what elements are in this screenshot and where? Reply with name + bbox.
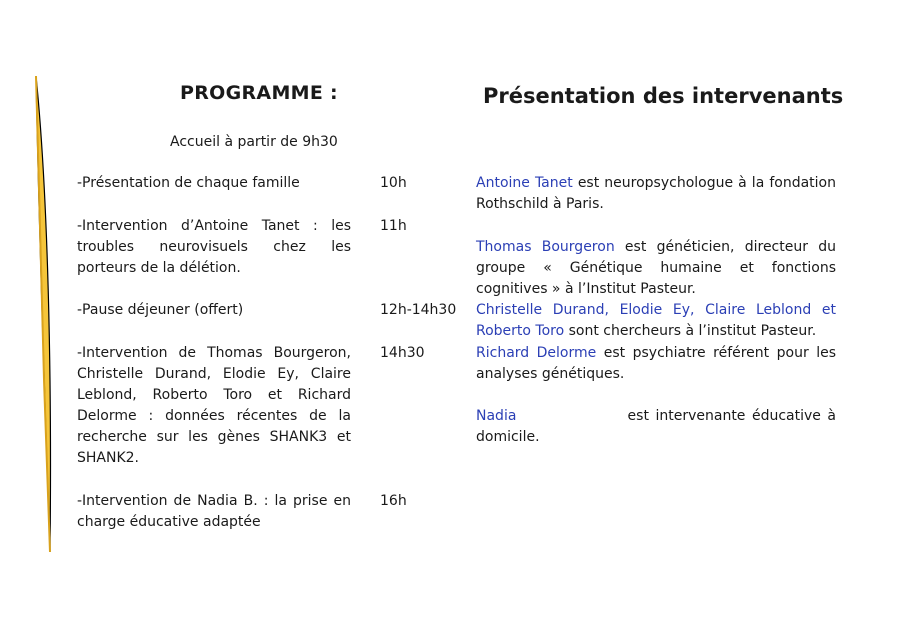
programme-item: [77, 491, 351, 533]
programme-item-time: 12h-14h30: [380, 302, 457, 318]
speaker-description: est psychiatre référent pour les analyses génétiques.: [476, 345, 836, 382]
programme-item-time: 14h30: [380, 345, 425, 361]
welcome-text: Accueil à partir de 9h30: [170, 134, 338, 150]
speaker-description: est intervenante éducative à domicile.: [476, 408, 841, 445]
speaker-description: est neuropsychologue à la fondation Rothschild à Paris.: [476, 175, 836, 212]
programme-item-text: -Intervention de Thomas Bourgeron, Christelle Durand, Elodie Ey, Claire Leblond, Roberto Toro et Richard Delorme : données récentes de la recherche sur les gènes SHANK3 et SHANK2.: [77, 345, 351, 466]
programme-item-time: 16h: [380, 493, 407, 509]
speaker-name: Richard Delorme: [476, 345, 597, 361]
speaker-bio: [476, 237, 836, 300]
presentation-title: Présentation des intervenants: [483, 84, 844, 108]
speaker-name: Thomas Bourgeron: [476, 239, 615, 255]
speaker-description: est généticien, directeur du groupe « Génétique humaine et fonctions cognitives » à l’Institut Pasteur.: [476, 239, 836, 297]
speaker-bio: [476, 406, 841, 448]
speaker-name: Christelle Durand, Elodie Ey, Claire Leblond et Roberto Toro: [476, 302, 836, 339]
programme-item: [77, 300, 351, 321]
speaker-bio: [476, 343, 836, 385]
decorative-ribbon: [30, 74, 56, 554]
programme-item-text: -Intervention d’Antoine Tanet : les troubles neurovisuels chez les porteurs de la délétion.: [77, 218, 351, 276]
programme-item-text: -Pause déjeuner (offert): [77, 302, 244, 318]
programme-item: [77, 216, 351, 279]
programme-item: [77, 173, 351, 194]
speaker-description: sont chercheurs à l’institut Pasteur.: [564, 323, 817, 339]
speaker-bio: [476, 300, 836, 342]
programme-item-time: 10h: [380, 175, 407, 191]
speaker-bio: [476, 173, 836, 215]
speaker-name: Nadia: [476, 408, 517, 424]
speaker-name: Antoine Tanet: [476, 175, 573, 191]
programme-item-time: 11h: [380, 218, 407, 234]
programme-title: PROGRAMME :: [180, 82, 338, 104]
programme-item-text: -Intervention de Nadia B. : la prise en charge éducative adaptée: [77, 493, 351, 530]
programme-item-text: -Présentation de chaque famille: [77, 175, 300, 191]
programme-item: [77, 343, 351, 469]
